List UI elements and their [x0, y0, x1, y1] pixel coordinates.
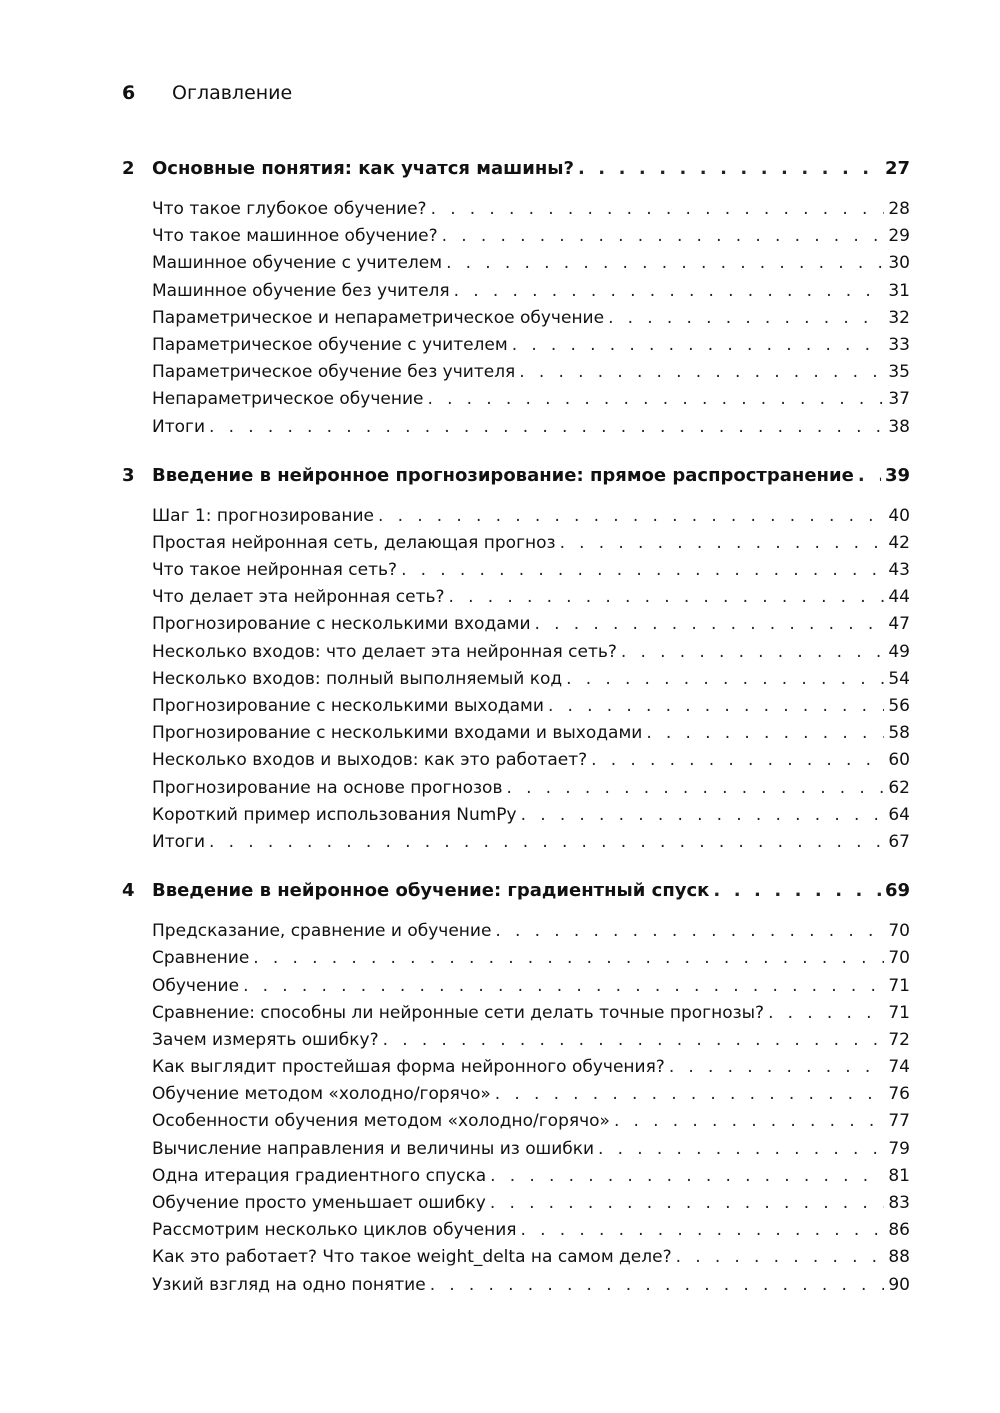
section-title: Узкий взгляд на одно понятие [152, 1274, 426, 1295]
dot-leader [646, 720, 884, 747]
toc-entry[interactable] [152, 223, 910, 250]
section-page-number: 67 [888, 831, 910, 852]
toc-entry[interactable] [152, 386, 910, 413]
section-page-number: 74 [888, 1057, 910, 1078]
toc-entry[interactable] [152, 1190, 910, 1217]
section-title: Несколько входов: полный выполняемый код [152, 668, 563, 689]
section-page-number: 43 [888, 560, 910, 581]
toc-entry[interactable] [152, 666, 910, 693]
section-title: Обучение методом «холодно/горячо» [152, 1084, 491, 1105]
toc-entry[interactable] [152, 747, 910, 774]
section-page-number: 29 [888, 226, 910, 247]
dot-leader [598, 1136, 884, 1163]
toc-entry[interactable] [152, 1081, 910, 1108]
chapter-heading[interactable] [122, 880, 910, 910]
section-page-number: 38 [888, 416, 910, 437]
section-title: Машинное обучение с учителем [152, 253, 443, 274]
chapter-title: Введение в нейронное обучение: градиентный спуск [152, 880, 710, 902]
dot-leader [449, 584, 884, 611]
section-title: Итоги [152, 831, 206, 852]
section-page-number: 90 [888, 1274, 910, 1295]
running-head [122, 82, 292, 104]
section-title: Одна итерация градиентного спуска [152, 1165, 487, 1186]
section-title: Прогнозирование с несколькими входами [152, 614, 531, 635]
toc-entry[interactable] [152, 1244, 910, 1271]
dot-leader [548, 693, 884, 720]
dot-leader [490, 1163, 884, 1190]
dot-leader [614, 1108, 884, 1135]
toc-entry[interactable] [152, 1108, 910, 1135]
dot-leader [591, 747, 884, 774]
section-title: Что такое нейронная сеть? [152, 560, 398, 581]
toc-chapter [122, 465, 910, 856]
dot-leader [521, 802, 884, 829]
dot-leader [858, 465, 881, 486]
section-title: Прогнозирование с несколькими выходами [152, 696, 544, 716]
section-page-number: 83 [888, 1193, 910, 1213]
toc-entry[interactable] [152, 530, 910, 557]
toc-entry[interactable] [152, 1136, 910, 1163]
dot-leader [378, 503, 884, 530]
chapter-number: 4 [122, 880, 135, 902]
dot-leader [495, 918, 884, 945]
section-title: Шаг 1: прогнозирование [152, 505, 374, 526]
toc-entry[interactable] [152, 693, 910, 720]
toc-entry[interactable] [152, 359, 910, 386]
section-title: Параметрическое обучение с учителем [152, 334, 508, 355]
section-title: Как выглядит простейшая форма нейронного обучения? [152, 1057, 665, 1078]
section-title: Непараметрическое обучение [152, 389, 424, 410]
toc-entry[interactable] [152, 503, 910, 530]
section-page-number: 70 [888, 921, 910, 942]
toc-entry[interactable] [152, 918, 910, 945]
toc-entry[interactable] [152, 945, 910, 972]
dot-leader [209, 829, 884, 856]
dot-leader [253, 945, 884, 972]
section-page-number: 40 [888, 505, 910, 526]
toc-entry[interactable] [152, 196, 910, 223]
section-page-number: 28 [888, 199, 910, 219]
dot-leader [535, 611, 884, 638]
toc-entry[interactable] [152, 332, 910, 359]
dot-leader [490, 1190, 884, 1217]
dot-leader [430, 1272, 884, 1299]
dot-leader [521, 1217, 884, 1244]
section-page-number: 70 [888, 948, 910, 969]
section-page-number: 81 [888, 1165, 910, 1186]
section-page-number: 86 [888, 1220, 910, 1241]
section-title: Несколько входов и выходов: как это работает? [152, 750, 588, 771]
section-page-number: 76 [888, 1084, 910, 1105]
section-list [122, 196, 910, 441]
section-page-number: 64 [888, 804, 910, 825]
section-page-number: 88 [888, 1247, 910, 1268]
dot-leader [608, 305, 884, 332]
page-number: 6 [122, 82, 136, 104]
dot-leader [768, 1000, 884, 1027]
section-title: Обучение [152, 975, 240, 996]
section-page-number: 62 [888, 777, 910, 798]
section-title: Прогнозирование на основе прогнозов [152, 777, 503, 798]
chapter-number: 3 [122, 464, 135, 486]
section-title: Вычисление направления и величины из ошибки [152, 1138, 595, 1159]
chapter-page-number: 27 [884, 158, 910, 179]
dot-leader [401, 557, 884, 584]
section-title: Обучение просто уменьшает ошибку [152, 1193, 486, 1213]
section-title: Рассмотрим несколько циклов обучения [152, 1220, 517, 1241]
section-title: Как это работает? Что такое weight_delta на самом деле? [152, 1247, 672, 1268]
toc-entry[interactable] [152, 1000, 910, 1027]
section-page-number: 49 [888, 641, 910, 662]
toc-entry[interactable] [152, 584, 910, 611]
dot-leader [512, 332, 884, 359]
dot-leader [446, 250, 884, 277]
chapter-number: 2 [122, 158, 135, 179]
dot-leader [442, 223, 884, 250]
section-page-number: 79 [888, 1138, 910, 1159]
section-page-number: 71 [888, 975, 910, 996]
section-title: Сравнение: способны ли нейронные сети делать точные прогнозы? [152, 1002, 765, 1023]
section-title: Зачем измерять ошибку? [152, 1029, 379, 1050]
section-list [122, 503, 910, 856]
toc-chapter [122, 880, 910, 1299]
dot-leader [209, 414, 884, 441]
toc-entry[interactable] [152, 557, 910, 584]
section-page-number: 58 [888, 723, 910, 744]
toc-entry[interactable] [152, 639, 910, 666]
dot-leader [578, 158, 881, 179]
section-title: Что такое машинное обучение? [152, 226, 438, 247]
section-page-number: 32 [888, 307, 910, 328]
section-page-number: 42 [888, 532, 910, 553]
section-list [122, 918, 910, 1299]
toc-entry[interactable] [152, 1027, 910, 1054]
section-title: Прогнозирование с несколькими входами и выходами [152, 723, 643, 744]
toc-entry[interactable] [152, 802, 910, 829]
toc-entry[interactable] [152, 720, 910, 747]
section-page-number: 54 [888, 668, 910, 689]
chapter-heading[interactable] [122, 465, 910, 495]
dot-leader [383, 1027, 884, 1054]
dot-leader [669, 1054, 884, 1081]
dot-leader [506, 775, 884, 802]
dot-leader [676, 1244, 884, 1271]
section-page-number: 72 [888, 1029, 910, 1050]
chapter-title: Введение в нейронное прогнозирование: прямое распространение [152, 464, 854, 486]
dot-leader [713, 880, 881, 901]
toc-entry[interactable] [152, 305, 910, 332]
toc-entry[interactable] [152, 1217, 910, 1244]
section-page-number: 33 [888, 334, 910, 355]
toc-entry[interactable] [152, 414, 910, 441]
chapter-title: Основные понятия: как учатся машины? [152, 158, 574, 179]
dot-leader [566, 666, 884, 693]
section-page-number: 77 [888, 1111, 910, 1132]
section-page-number: 30 [888, 253, 910, 274]
toc-entry[interactable] [152, 1163, 910, 1190]
toc-entry[interactable] [152, 775, 910, 802]
section-title: Что делает эта нейронная сеть? [152, 587, 445, 608]
dot-leader [431, 196, 884, 223]
toc-chapter [122, 158, 910, 441]
section-page-number: 31 [888, 280, 910, 301]
section-title: Параметрическое и непараметрическое обучение [152, 307, 605, 328]
section-title: Машинное обучение без учителя [152, 280, 450, 301]
section-page-number: 60 [888, 750, 910, 771]
dot-leader [519, 359, 884, 386]
section-page-number: 37 [888, 389, 910, 410]
section-title: Особенности обучения методом «холодно/горячо» [152, 1111, 610, 1132]
toc-entry[interactable] [152, 278, 910, 305]
section-title: Простая нейронная сеть, делающая прогноз [152, 532, 556, 553]
chapter-page-number: 69 [884, 880, 910, 902]
toc-entry[interactable] [152, 250, 910, 277]
chapter-page-number: 39 [884, 464, 910, 486]
section-page-number: 71 [888, 1002, 910, 1023]
running-title: Оглавление [172, 82, 293, 104]
dot-leader [243, 973, 884, 1000]
section-page-number: 44 [888, 587, 910, 608]
section-title: Что такое глубокое обучение? [152, 199, 427, 219]
section-page-number: 35 [888, 362, 910, 383]
section-title: Предсказание, сравнение и обучение [152, 921, 492, 942]
table-of-contents [122, 158, 910, 1323]
section-page-number: 47 [888, 614, 910, 635]
toc-entry[interactable] [152, 1054, 910, 1081]
section-title: Итоги [152, 416, 206, 437]
dot-leader [621, 639, 884, 666]
section-title: Короткий пример использования NumPy [152, 804, 517, 825]
dot-leader [427, 386, 884, 413]
chapter-heading[interactable] [122, 158, 910, 188]
section-title: Несколько входов: что делает эта нейронная сеть? [152, 641, 617, 662]
section-title: Сравнение [152, 948, 250, 969]
section-page-number: 56 [888, 696, 910, 716]
toc-entry[interactable] [152, 973, 910, 1000]
dot-leader [495, 1081, 884, 1108]
dot-leader [454, 278, 884, 305]
toc-entry[interactable] [152, 1272, 910, 1299]
dot-leader [560, 530, 884, 557]
section-title: Параметрическое обучение без учителя [152, 362, 516, 383]
toc-entry[interactable] [152, 829, 910, 856]
toc-entry[interactable] [152, 611, 910, 638]
